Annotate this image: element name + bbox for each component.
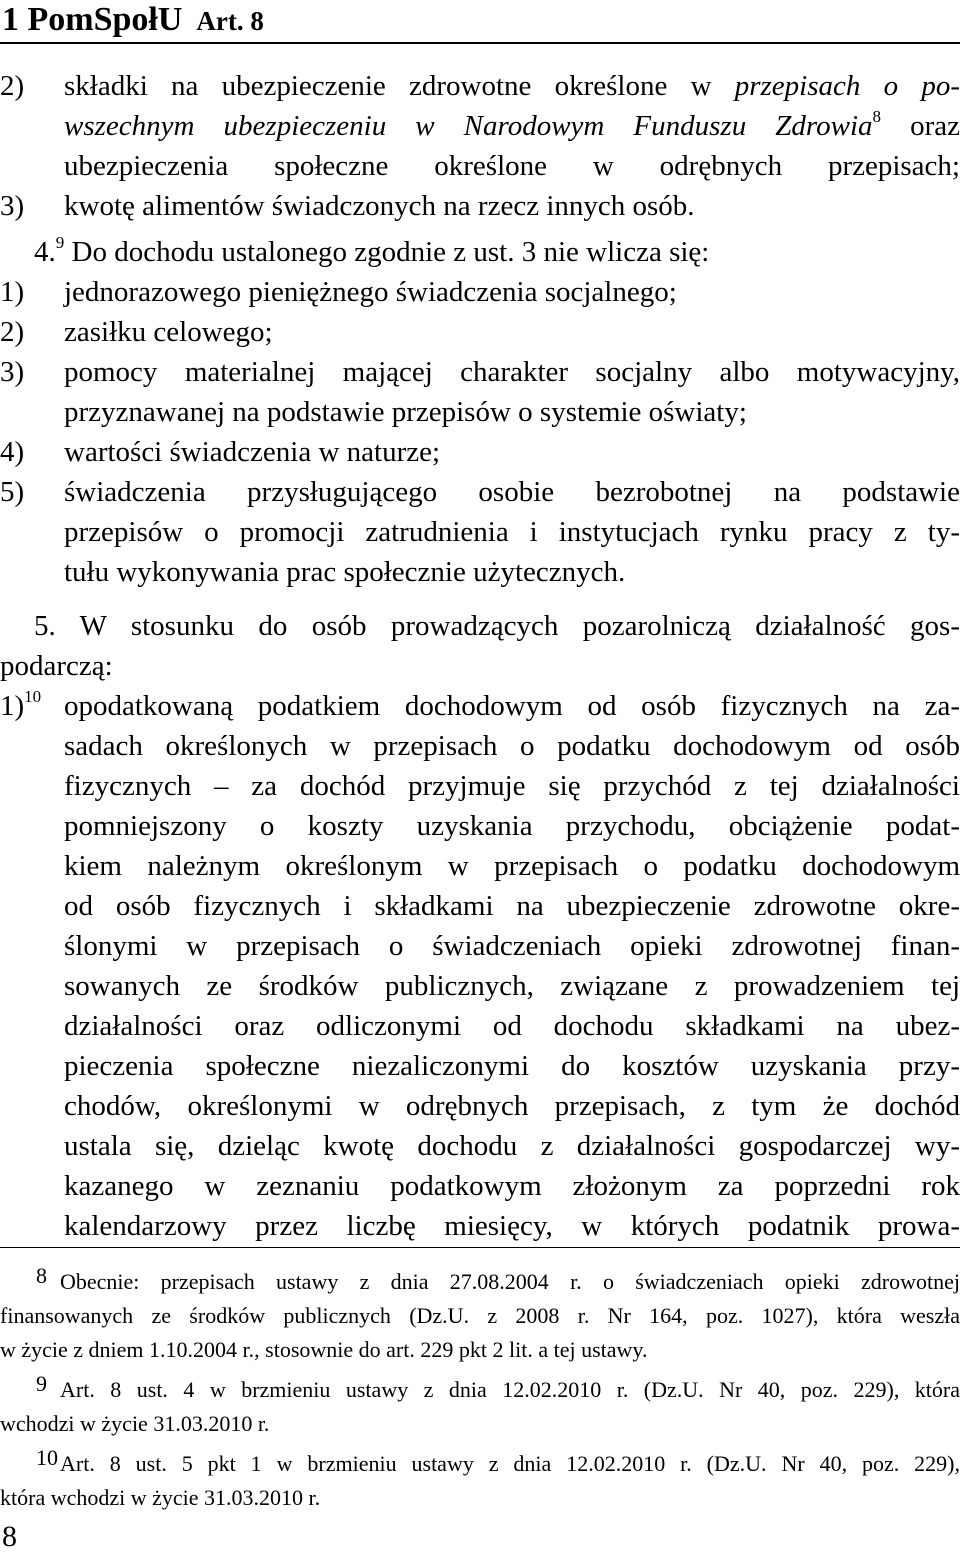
footnote-ref: 9 [55,233,65,253]
footnote-10 [0,1447,960,1515]
text-fragment: składki na ubezpieczenie zdrowotne określone w [64,70,735,102]
header-article: Art. 8 [196,6,264,36]
text-line [0,352,960,392]
footnote-line: w życie z dniem 1.10.2004 r., stosownie do art. 229 pkt 2 lit. a tej ustawy. [0,1337,648,1362]
text-line [0,432,960,472]
text-line [0,686,960,726]
text-fragment: wartości świadczenia w naturze; [64,436,441,468]
text-line: ustala się, dzieląc kwotę dochodu z działalności gospodarczej wy- [64,1130,960,1162]
text-line: przepisów o promocji zatrudnienia i instytucjach rynku pracy z ty- [64,516,960,548]
text-line [0,66,960,106]
text-line: 5. W stosunku do osób prowadzących pozarolniczą działalność gos- [34,610,960,642]
footnote-rule [0,1247,960,1248]
text-line: kazanego w zeznaniu podatkowym złożonym za poprzedni rok [64,1170,960,1202]
item-number: 2) [0,70,25,102]
footnote-text: Art. 8 ust. 5 pkt 1 w brzmieniu ustawy z dnia 12.02.2010 r. (Dz.U. Nr 40, poz. 229), [60,1451,960,1476]
text-line: ubezpieczenia społeczne określone w odrębnych przepisach; [64,150,960,182]
text-line: od osób fizycznych i składkami na ubezpieczenie zdrowotne okre- [64,890,960,922]
item-number [0,686,41,726]
footnote-number: 8 [36,1263,47,1288]
text-line: pomniejszony o koszty uzyskania przychodu, obciążenie podat- [64,810,960,842]
text-fragment: pomocy materialnej mającej charakter socjalny albo motywacyjny, [64,356,960,388]
text-line: działalności oraz odliczonymi od dochodu składkami na ubez- [64,1010,960,1042]
text-line: fizycznych – za dochód przyjmuje się przychód z tej działalności [64,770,960,802]
footnotes [0,1265,960,1521]
text-fragment: oraz [881,110,960,142]
italic-fragment: wszechnym ubezpieczeniu w Narodowym Funduszu Zdrowia [64,110,873,142]
text-line: sowanych ze środków publicznych, związane z prowadzeniem tej [64,970,960,1002]
text-line: sadach określonych w przepisach o podatku dochodowym od osób [64,730,960,762]
text-line [64,106,960,146]
text-fragment: kwotę alimentów świadczonych na rzecz innych osób. [64,190,695,222]
footnote-text: Obecnie: przepisach ustawy z dnia 27.08.2004 r. o świadczeniach opieki zdrowotnej [60,1269,960,1294]
text-line: pieczenia społeczne niezaliczonymi do kosztów uzyskania przy- [64,1050,960,1082]
text-line [34,232,960,272]
footnote-8 [0,1265,960,1367]
item-number: 1) [0,276,25,308]
item-number: 3) [0,190,25,222]
item-number: 2) [0,316,25,348]
paragraph-number: 4. [34,236,56,268]
text-fragment: zasiłku celowego; [64,316,273,348]
footnote-number: 10 [36,1445,58,1470]
footnote-line: która wchodzi w życie 31.03.2010 r. [0,1485,321,1510]
footnote-ref: 10 [24,687,42,707]
footnote-line: finansowanych ze środków publicznych (Dz.U. z 2008 r. Nr 164, poz. 1027), która weszła [0,1303,960,1328]
text-fragment: Do dochodu ustalonego zgodnie z ust. 3 nie wlicza się: [64,236,710,268]
footnote-text: Art. 8 ust. 4 w brzmieniu ustawy z dnia 12.02.2010 r. (Dz.U. Nr 40, poz. 229), która [60,1377,960,1402]
footnote-line [0,1265,960,1299]
footnote-line [0,1447,960,1481]
item-number: 5) [0,476,25,508]
header-title [2,0,264,43]
footnote-ref: 8 [872,107,882,127]
text-line: ślonymi w przepisach o świadczeniach opieki zdrowotnej finan- [64,930,960,962]
footnote-line: wchodzi w życie 31.03.2010 r. [0,1411,270,1436]
running-header [0,0,960,44]
header-act-name: 1 PomSpołU [2,1,183,38]
italic-fragment: przepisach o po- [734,70,960,102]
text-line: podarczą: [0,650,113,682]
item-number-text: 1) [0,690,25,722]
text-fragment: świadczenia przysługującego osobie bezrobotnej na podstawie [64,476,960,508]
text-fragment: opodatkowaną podatkiem dochodowym od osób fizycznych na za- [64,690,960,722]
text-fragment: jednorazowego pieniężnego świadczenia socjalnego; [64,276,677,308]
text-line: kiem należnym określonym w przepisach o podatku dochodowym [64,850,960,882]
footnote-9 [0,1373,960,1441]
text-line: chodów, określonymi w odrębnych przepisach, z tym że dochód [64,1090,960,1122]
text-line: przyznawanej na podstawie przepisów o systemie oświaty; [64,396,747,428]
item-number: 4) [0,436,25,468]
text-line [0,472,960,512]
footnote-line [0,1373,960,1407]
text-line [0,272,960,312]
page-number: 8 [2,1520,17,1553]
footnote-number: 9 [36,1371,47,1396]
text-line [0,312,960,352]
text-line: kalendarzowy przez liczbę miesięcy, w których podatnik prowa- [64,1210,960,1242]
item-number: 3) [0,356,25,388]
text-line [0,186,960,226]
header-rule [0,42,960,44]
text-line: tułu wykonywania prac społecznie użytecznych. [64,556,626,588]
article-body [0,66,960,1246]
